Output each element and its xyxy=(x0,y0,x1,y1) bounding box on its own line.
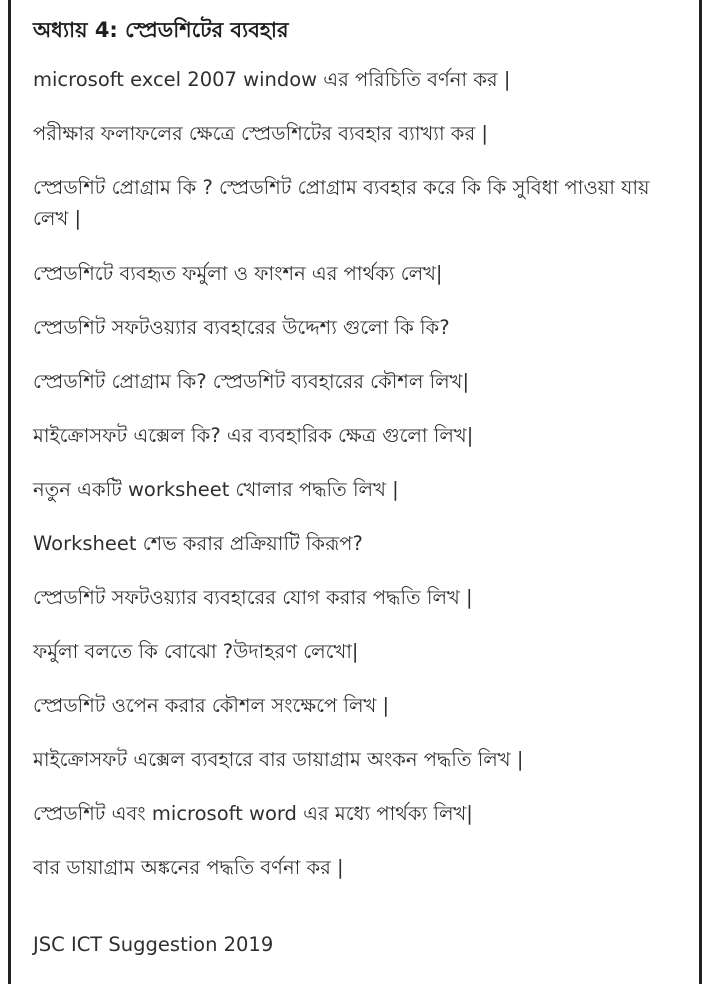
question-item-11: ফর্মুলা বলতে কি বোঝো ?উদাহরণ লেখো| xyxy=(33,640,359,663)
question-item-3: স্প্রেডশিট প্রোগ্রাম কি ? স্প্রেডশিট প্রোগ্রাম ব্যবহার করে কি কি সুবিধা পাওয়া যায় লেখ | xyxy=(33,176,650,230)
question-item-5: স্প্রেডশিট সফটওয়্যার ব্যবহারের উদ্দেশ্য গুলো কি কি? xyxy=(33,316,450,339)
question-list xyxy=(33,64,681,906)
question-item-2: পরীক্ষার ফলাফলের ক্ষেত্রে স্প্রেডশিটের ব্যবহার ব্যাখ্যা কর | xyxy=(33,122,488,145)
question-item-15: বার ডায়াগ্রাম অঙ্কনের পদ্ধতি বর্ণনা কর | xyxy=(33,856,344,879)
question-item-7: মাইক্রোসফট এক্সেল কি? এর ব্যবহারিক ক্ষেত্র গুলো লিখ| xyxy=(33,424,474,447)
question-item-1: microsoft excel 2007 window এর পরিচিতি বর্ণনা কর | xyxy=(33,68,511,91)
question-item-4: স্প্রেডশিটে ব্যবহৃত ফর্মুলা ও ফাংশন এর পার্থক্য লেখ| xyxy=(33,262,443,285)
question-item-9: Worksheet শেভ করার প্রক্রিয়াটি কিরূপ? xyxy=(33,532,363,555)
document-frame xyxy=(8,0,702,984)
chapter-heading: অধ্যায় 4: স্প্রেডশিটের ব্যবহার xyxy=(33,18,289,42)
question-item-6: স্প্রেডশিট প্রোগ্রাম কি? স্প্রেডশিট ব্যবহারের কৌশল লিখ| xyxy=(33,370,470,393)
footer-caption: JSC ICT Suggestion 2019 xyxy=(33,933,274,956)
question-item-13: মাইক্রোসফট এক্সেল ব্যবহারে বার ডায়াগ্রাম অংকন পদ্ধতি লিখ | xyxy=(33,748,524,771)
question-item-8: নতুন একটি worksheet খোলার পদ্ধতি লিখ | xyxy=(33,478,399,501)
question-item-10: স্প্রেডশিট সফটওয়্যার ব্যবহারের যোগ করার পদ্ধতি লিখ | xyxy=(33,586,473,609)
question-item-12: স্প্রেডশিট ওপেন করার কৌশল সংক্ষেপে লিখ | xyxy=(33,694,390,717)
question-item-14: স্প্রেডশিট এবং microsoft word এর মধ্যে পার্থক্য লিখ| xyxy=(33,802,473,825)
